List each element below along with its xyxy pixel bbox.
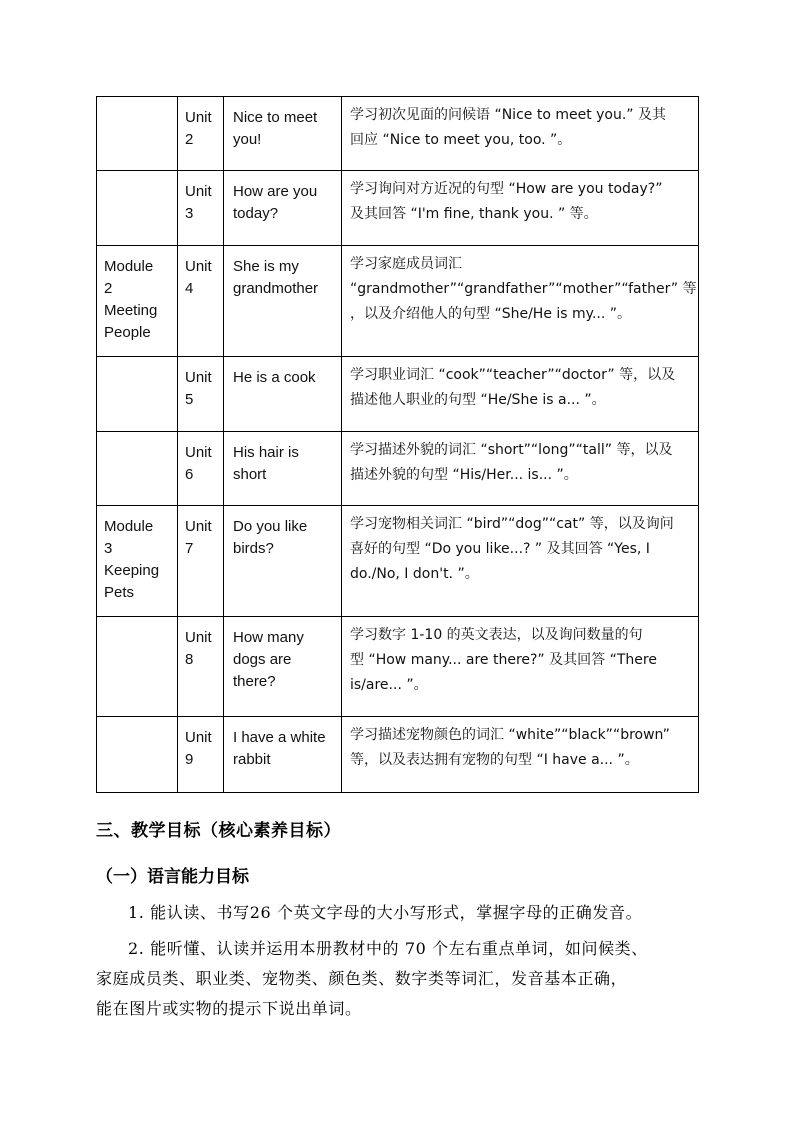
topic-cell-line: I have a white	[233, 729, 326, 746]
topic-cell	[224, 717, 342, 793]
unit-cell	[178, 432, 224, 506]
unit-cell-line: Unit	[185, 629, 212, 646]
description-cell	[342, 717, 699, 793]
module-cell-line: 3	[104, 540, 113, 557]
description-cell-line: 学习描述外貌的词汇 “short”“long”“tall” 等，以及	[350, 442, 673, 458]
topic-cell-line: She is my	[233, 258, 299, 275]
module-cell	[97, 97, 178, 171]
unit-table	[96, 96, 699, 793]
unit-cell	[178, 617, 224, 717]
topic-cell	[224, 432, 342, 506]
goal-2-line-2: 家庭成员类、职业类、宠物类、颜色类、数字类等词汇，发音基本正确，	[96, 969, 628, 988]
module-cell	[97, 506, 178, 617]
description-cell	[342, 97, 699, 171]
topic-cell	[224, 97, 342, 171]
module-cell-line: Module	[104, 518, 154, 535]
topic-cell	[224, 246, 342, 357]
goal-paragraph-1	[96, 898, 700, 928]
unit-cell-line: 6	[185, 466, 194, 483]
sub-heading: （一）语言能力目标	[96, 867, 249, 887]
topic-cell-line: today?	[233, 205, 279, 222]
goal-paragraph-2	[96, 934, 700, 1024]
unit-cell	[178, 357, 224, 432]
unit-cell-line: Unit	[185, 369, 212, 386]
unit-cell-line: 5	[185, 391, 194, 408]
unit-cell-line: Unit	[185, 729, 212, 746]
topic-cell-line: Nice to meet	[233, 109, 318, 126]
topic-cell-line: you!	[233, 131, 262, 148]
goal-2-line-1: 2. 能听懂、认读并运用本册教材中的 70 个左右重点单词，如问候类、	[128, 939, 648, 958]
unit-cell-line: 3	[185, 205, 194, 222]
table-row	[97, 717, 699, 793]
description-cell-line: 描述外貌的句型 “His/Her... is... ”。	[350, 467, 578, 483]
description-cell-line: “grandmother”“grandfather”“mother”“father” 等	[350, 281, 697, 297]
module-cell	[97, 717, 178, 793]
description-cell	[342, 617, 699, 717]
topic-cell-line: He is a cook	[233, 369, 316, 386]
module-cell	[97, 617, 178, 717]
table-row	[97, 246, 699, 357]
unit-table-body	[97, 97, 699, 793]
unit-cell-line: 4	[185, 280, 194, 297]
description-cell-line: 学习家庭成员词汇	[350, 256, 462, 272]
module-cell-line: People	[104, 324, 151, 341]
unit-cell-line: 8	[185, 651, 194, 668]
unit-cell	[178, 506, 224, 617]
module-cell	[97, 246, 178, 357]
topic-cell-line: grandmother	[233, 280, 319, 297]
description-cell-line: 及其回答 “I'm fine, thank you. ” 等。	[350, 206, 598, 222]
topic-cell-line: How many	[233, 629, 304, 646]
table-row	[97, 357, 699, 432]
section-heading: 三、教学目标（核心素养目标）	[96, 821, 341, 841]
topic-cell-line: rabbit	[233, 751, 271, 768]
description-cell	[342, 432, 699, 506]
topic-cell-line: His hair is	[233, 444, 299, 461]
description-cell-line: ，以及介绍他人的句型 “She/He is my... ”。	[350, 306, 631, 322]
unit-cell-line: Unit	[185, 183, 212, 200]
description-cell	[342, 506, 699, 617]
module-cell-line: Module	[104, 258, 154, 275]
unit-cell-line: Unit	[185, 444, 212, 461]
description-cell-line: 学习询问对方近况的句型 “How are you today?”	[350, 181, 663, 197]
topic-cell	[224, 506, 342, 617]
module-cell	[97, 171, 178, 246]
unit-cell-line: 2	[185, 131, 194, 148]
unit-cell	[178, 171, 224, 246]
topic-cell	[224, 617, 342, 717]
module-cell	[97, 357, 178, 432]
topic-cell	[224, 171, 342, 246]
topic-cell	[224, 357, 342, 432]
unit-cell-line: Unit	[185, 109, 212, 126]
goal-1-line-1: 1. 能认读、书写26 个英文字母的大小写形式，掌握字母的正确发音。	[128, 903, 643, 922]
description-cell-line: 学习宠物相关词汇 “bird”“dog”“cat” 等，以及询问	[350, 516, 674, 532]
topic-cell-line: dogs are	[233, 651, 292, 668]
table-row	[97, 617, 699, 717]
table-row	[97, 171, 699, 246]
description-cell-line: do./No, I don't. ”。	[350, 566, 479, 582]
unit-cell-line: Unit	[185, 518, 212, 535]
description-cell-line: 回应 “Nice to meet you, too. ”。	[350, 132, 572, 148]
unit-cell	[178, 246, 224, 357]
module-cell-line: 2	[104, 280, 113, 297]
unit-cell	[178, 717, 224, 793]
description-cell	[342, 246, 699, 357]
table-row	[97, 432, 699, 506]
table-row	[97, 506, 699, 617]
description-cell-line: 喜好的句型 “Do you like...? ” 及其回答 “Yes, I	[350, 541, 650, 557]
description-cell	[342, 357, 699, 432]
description-cell	[342, 171, 699, 246]
description-cell-line: 等，以及表达拥有宠物的句型 “I have a... ”。	[350, 752, 639, 768]
module-cell	[97, 432, 178, 506]
topic-cell-line: Do you like	[233, 518, 308, 535]
topic-cell-line: there?	[233, 673, 276, 690]
module-cell-line: Keeping	[104, 562, 160, 579]
topic-cell-line: How are you	[233, 183, 318, 200]
unit-cell	[178, 97, 224, 171]
goal-2-line-3: 能在图片或实物的提示下说出单词。	[96, 999, 362, 1018]
description-cell-line: 学习描述宠物颜色的词汇 “white”“black”“brown”	[350, 727, 670, 743]
table-row	[97, 97, 699, 171]
description-cell-line: 学习数字 1-10 的英文表达，以及询问数量的句	[350, 627, 643, 643]
module-cell-line: Pets	[104, 584, 135, 601]
unit-cell-line: Unit	[185, 258, 212, 275]
description-cell-line: 描述他人职业的句型 “He/She is a... ”。	[350, 392, 606, 408]
description-cell-line: 型 “How many... are there?” 及其回答 “There	[350, 652, 657, 668]
topic-cell-line: short	[233, 466, 267, 483]
topic-cell-line: birds?	[233, 540, 274, 557]
description-cell-line: 学习初次见面的问候语 “Nice to meet you.” 及其	[350, 107, 667, 123]
module-cell-line: Meeting	[104, 302, 158, 319]
unit-cell-line: 7	[185, 540, 194, 557]
description-cell-line: is/are... ”。	[350, 677, 428, 693]
unit-cell-line: 9	[185, 751, 194, 768]
description-cell-line: 学习职业词汇 “cook”“teacher”“doctor” 等，以及	[350, 367, 676, 383]
